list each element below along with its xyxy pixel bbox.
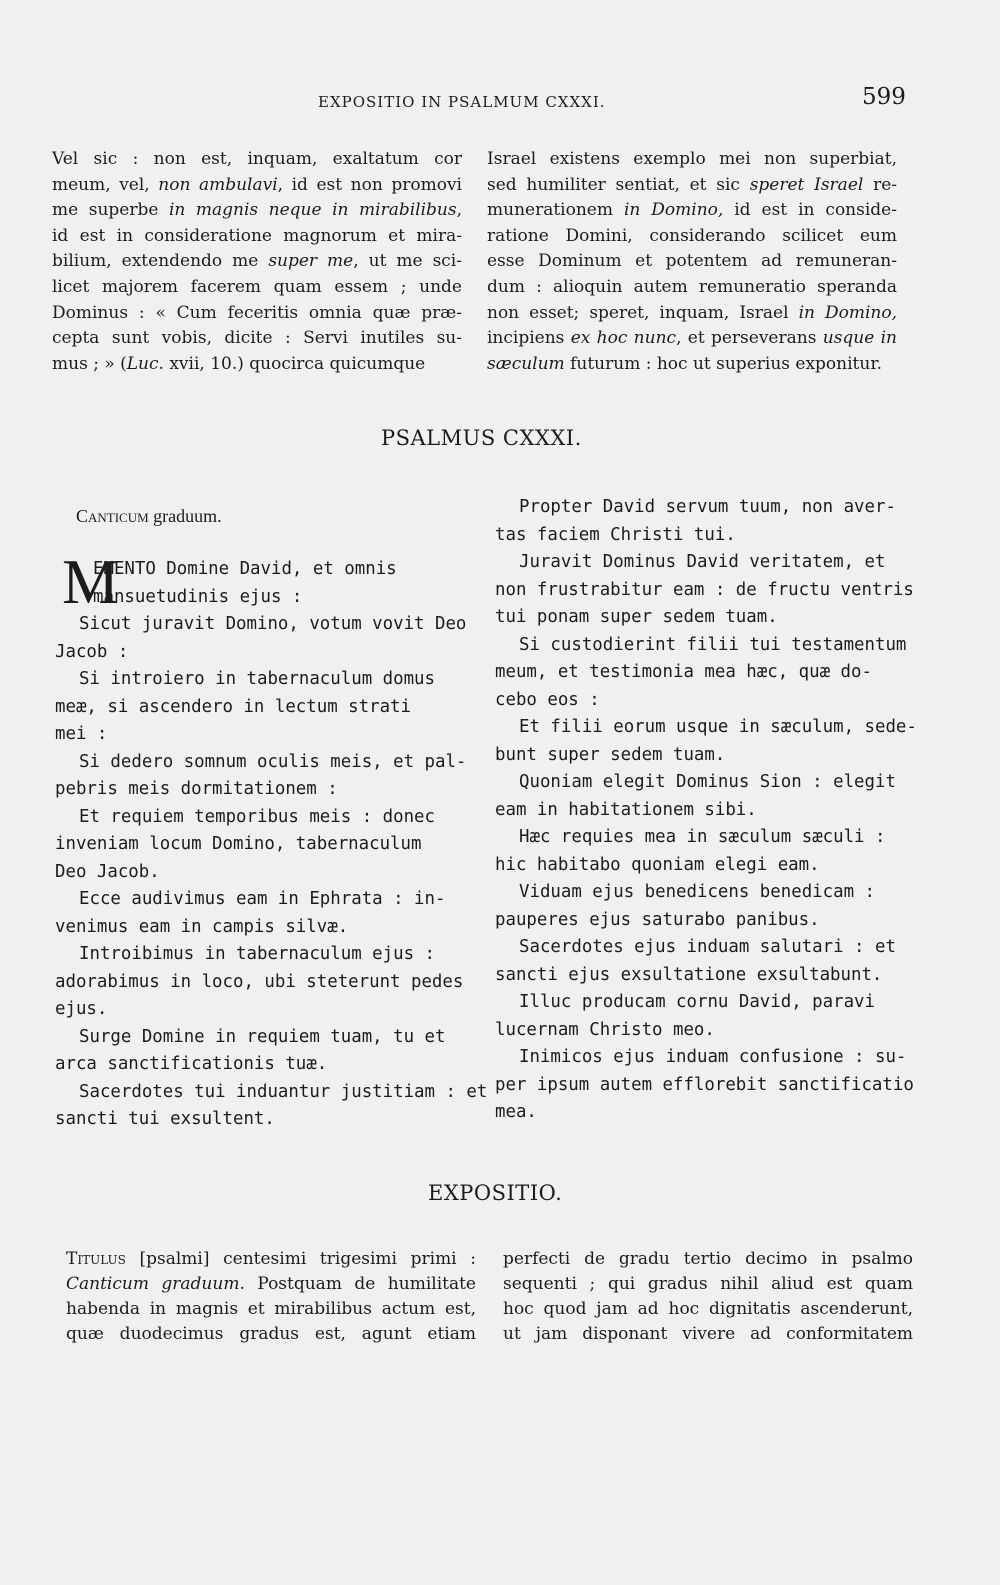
verse-line: Jacob : bbox=[55, 641, 129, 662]
verse-line: Quoniam elegit Dominus Sion : elegit bbox=[519, 772, 896, 792]
expositio-line: sequenti ; qui gradus nihil aliud est quam bbox=[503, 1274, 913, 1294]
verse-line: ejus. bbox=[55, 999, 108, 1019]
expositio-line: Titulus [psalmi] centesimi trigesimi primi : bbox=[66, 1249, 476, 1269]
verse-line: Si introiero in tabernaculum domus bbox=[79, 669, 435, 689]
verse-line: Inimicos ejus induam confusione : su- bbox=[519, 1047, 907, 1067]
commentary-line: meum, vel, non ambulavi, id est non promovi bbox=[52, 174, 462, 195]
subtitle-rest: graduum. bbox=[148, 506, 222, 526]
verse-line: Et filii eorum usque in sæculum, sede- bbox=[519, 717, 917, 737]
verse-line: Viduam ejus benedicens benedicam : bbox=[519, 882, 875, 902]
psalm-verse bbox=[55, 556, 475, 611]
psalm-verse bbox=[55, 1024, 475, 1079]
commentary-line: incipiens ex hoc nunc, et perseverans usque in bbox=[487, 328, 898, 349]
psalm-verse bbox=[495, 879, 915, 934]
psalm-subtitle bbox=[76, 506, 222, 527]
drop-cap: M bbox=[62, 546, 119, 617]
psalm-verse bbox=[55, 886, 475, 941]
commentary-line: mus ; » (Luc. xvii, 10.) quocirca quicumque bbox=[52, 353, 426, 374]
expositio-line: quæ duodecimus gradus est, agunt etiam bbox=[66, 1324, 476, 1344]
commentary-line: esse Dominum et potentem ad remuneran- bbox=[487, 251, 897, 272]
commentary-line: id est in consideratione magnorum et mira- bbox=[52, 225, 462, 246]
verse-line: cebo eos : bbox=[495, 689, 600, 710]
expositio-line: perfecti de gradu tertio decimo in psalmo bbox=[503, 1249, 913, 1269]
verse-line: Sacerdotes tui induantur justitiam : et bbox=[79, 1081, 488, 1102]
psalm-verse bbox=[55, 666, 475, 749]
commentary-line: ratione Domini, considerando scilicet eum bbox=[487, 225, 897, 246]
verse-line: Introibimus in tabernaculum ejus : bbox=[79, 944, 435, 964]
expositio-title: EXPOSITIO. bbox=[428, 1181, 563, 1205]
verse-line: sancti tui exsultent. bbox=[55, 1109, 275, 1129]
psalm-verse bbox=[495, 632, 915, 715]
verse-line: meum, et testimonia mea hæc, quæ do- bbox=[495, 662, 872, 682]
verse-line: Deo Jacob. bbox=[55, 861, 160, 882]
psalm-left-column bbox=[55, 556, 488, 1134]
commentary-line: me superbe in magnis neque in mirabilibus, bbox=[52, 200, 462, 221]
expositio-right bbox=[503, 1247, 913, 1347]
psalm-verse bbox=[55, 1079, 488, 1134]
commentary-line: cepta sunt vobis, dicite : Servi inutiles su- bbox=[52, 328, 462, 349]
verse-line: Et requiem temporibus meis : donec bbox=[79, 806, 435, 827]
psalm-verse bbox=[495, 824, 915, 879]
expositio-line: Canticum graduum. Postquam de humilitate bbox=[66, 1274, 476, 1294]
verse-line: Ecce audivimus eam in Ephrata : in- bbox=[79, 889, 446, 909]
expositio-line: hoc quod jam ad hoc dignitatis ascenderunt, bbox=[503, 1299, 913, 1319]
verse-line: mei : bbox=[55, 724, 108, 744]
verse-line: Hæc requies mea in sæculum sæculi : bbox=[519, 827, 886, 847]
verse-line: tui ponam super sedem tuam. bbox=[495, 607, 778, 627]
page-number: 599 bbox=[862, 84, 906, 110]
psalm-verse bbox=[495, 1044, 915, 1127]
verse-line: meæ, si ascendero in lectum strati bbox=[55, 696, 411, 717]
expositio-left bbox=[66, 1247, 476, 1347]
psalm-verse bbox=[495, 989, 915, 1044]
verse-line: sancti ejus exsultatione exsultabunt. bbox=[495, 964, 883, 985]
verse-line: per ipsum autem efflorebit sanctificatio bbox=[495, 1074, 914, 1095]
verse-line: inveniam locum Domino, tabernaculum bbox=[55, 834, 422, 854]
psalm-verse bbox=[495, 769, 915, 824]
verse-line: venimus eam in campis silvæ. bbox=[55, 916, 349, 937]
psalm-right-column bbox=[495, 494, 915, 1127]
verse-line: EMENTO Domine David, et omnis bbox=[93, 559, 397, 579]
commentary-top-right bbox=[487, 147, 897, 377]
verse-line: mansuetudinis ejus : bbox=[93, 586, 303, 607]
verse-line: Sicut juravit Domino, votum vovit Deo bbox=[79, 614, 467, 634]
verse-line: Propter David servum tuum, non aver- bbox=[519, 497, 896, 517]
verse-line: Juravit Dominus David veritatem, et bbox=[519, 552, 886, 572]
psalm-verse bbox=[55, 941, 475, 1024]
psalm-verse bbox=[495, 494, 915, 549]
subtitle-smallcaps: Canticum bbox=[76, 506, 149, 526]
commentary-top-left bbox=[52, 147, 462, 377]
verse-line: arca sanctificationis tuæ. bbox=[55, 1054, 328, 1074]
commentary-line: non esset; speret, inquam, Israel in Domino, bbox=[487, 302, 897, 323]
commentary-line: licet majorem facerem quam essem ; unde bbox=[52, 276, 462, 297]
psalm-verse bbox=[495, 714, 915, 769]
commentary-line: Israel existens exemplo mei non superbiat, bbox=[487, 149, 897, 169]
titulus-word: Titulus bbox=[66, 1249, 126, 1269]
verse-line: tas faciem Christi tui. bbox=[495, 524, 736, 545]
verse-line: bunt super sedem tuam. bbox=[495, 744, 726, 765]
expositio-line: ut jam disponant vivere ad conformitatem bbox=[503, 1324, 913, 1344]
commentary-line: sed humiliter sentiat, et sic speret Israel re- bbox=[487, 174, 898, 195]
psalm-title: PSALMUS CXXXI. bbox=[381, 426, 582, 450]
expositio-line: habenda in magnis et mirabilibus actum est, bbox=[66, 1299, 476, 1319]
verse-line: pauperes ejus saturabo panibus. bbox=[495, 909, 820, 930]
commentary-line: dum : alioquin autem remuneratio speranda bbox=[487, 276, 897, 297]
commentary-line: munerationem in Domino, id est in conside- bbox=[487, 200, 897, 221]
commentary-line: Dominus : « Cum feceritis omnia quæ præ- bbox=[52, 302, 462, 323]
verse-line: non frustrabitur eam : de fructu ventris bbox=[495, 579, 914, 600]
verse-line: Surge Domine in requiem tuam, tu et bbox=[79, 1026, 446, 1047]
verse-line: Sacerdotes ejus induam salutari : et bbox=[519, 937, 896, 957]
verse-line: hic habitabo quoniam elegi eam. bbox=[495, 854, 820, 875]
running-head: EXPOSITIO IN PSALMUM CXXXI. bbox=[318, 93, 606, 111]
verse-line: pebris meis dormitationem : bbox=[55, 779, 338, 799]
psalm-verse bbox=[495, 934, 915, 989]
verse-line: lucernam Christo meo. bbox=[495, 1019, 715, 1040]
commentary-line: sæculum futurum : hoc ut superius exponitur. bbox=[487, 353, 882, 374]
verse-line: Illuc producam cornu David, paravi bbox=[519, 992, 875, 1012]
verse-line: Si custodierint filii tui testamentum bbox=[519, 634, 907, 655]
verse-line: Si dedero somnum oculis meis, et pal- bbox=[79, 751, 467, 772]
verse-line: eam in habitationem sibi. bbox=[495, 799, 757, 820]
commentary-line: Vel sic : non est, inquam, exaltatum cor bbox=[52, 149, 462, 169]
psalm-verse bbox=[55, 611, 475, 666]
psalm-verse bbox=[495, 549, 915, 632]
commentary-line: bilium, extendendo me super me, ut me sci- bbox=[52, 251, 462, 272]
verse-line: mea. bbox=[495, 1102, 537, 1122]
verse-line: adorabimus in loco, ubi steterunt pedes bbox=[55, 971, 464, 992]
psalm-verse bbox=[55, 804, 475, 887]
psalm-verse bbox=[55, 749, 475, 804]
